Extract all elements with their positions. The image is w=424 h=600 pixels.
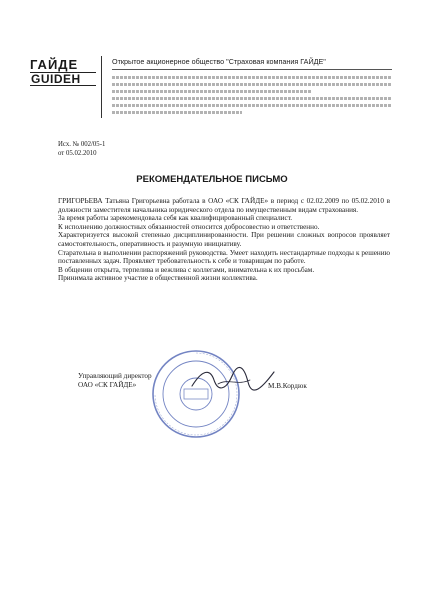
letter-title: РЕКОМЕНДАТЕЛЬНОЕ ПИСЬМО [136, 174, 288, 185]
letterhead-address-line [112, 83, 392, 86]
outgoing-reference [58, 140, 105, 158]
reference-date: от 05.02.2010 [58, 150, 97, 157]
letterhead-address-line [112, 90, 312, 93]
signer-organization: ОАО «СК ГАЙДЕ» [78, 381, 137, 389]
company-name: Открытое акционерное общество "Страховая компания ГАЙДЕ" [112, 57, 326, 66]
body-paragraph: К исполнению должностных обязанностей относится добросовестно и ответственно. [58, 222, 320, 231]
signer-name: М.В.Кордюк [268, 382, 307, 390]
body-paragraph: Принимала активное участие в общественной жизни коллектива. [58, 274, 258, 283]
body-paragraph: В общении открыта, терпелива и вежлива с коллегами, внимательна к их просьбам. [58, 265, 315, 274]
body-paragraph: Старательна в выполнении распоряжений руководства. Умеет находить нестандартные подходы к решению поставленных задач. Проявляет требовательность к себе и товарищам по работе. [58, 248, 390, 266]
body-paragraph: ГРИГОРЬЕВА Татьяна Григорьевна работала в ОАО «СК ГАЙДЕ» в период с 02.02.2009 по 05.02.2010 в должности заместителя начальника юридического отдела по имущественным видам страхования. [58, 197, 390, 214]
letter-body [58, 197, 390, 283]
logo-wordmark-en: GUIDEH [30, 72, 96, 86]
body-paragraph: Характеризуется высокой степенью дисциплинированности. При решении сложных вопросов проявляет самостоятельность, оперативность и разумную инициативу. [58, 231, 390, 248]
company-seal-icon [150, 348, 242, 440]
reference-number: Исх. № 002/05-1 [58, 141, 106, 148]
handwritten-signature-icon [188, 364, 278, 394]
logo-wordmark-ru: ГАЙДЕ [30, 57, 79, 72]
letterhead-address-line [112, 104, 392, 107]
letterhead-address-line [112, 97, 392, 100]
letterhead-address-line [112, 76, 392, 79]
letterhead-address-line [112, 111, 242, 114]
signer-title: Управляющий директор [78, 372, 152, 380]
letterhead-divider [101, 56, 102, 118]
body-paragraph: За время работы зарекомендовала себя как квалифицированный специалист. [58, 214, 293, 223]
company-underline [112, 69, 392, 70]
company-logo [30, 58, 96, 86]
